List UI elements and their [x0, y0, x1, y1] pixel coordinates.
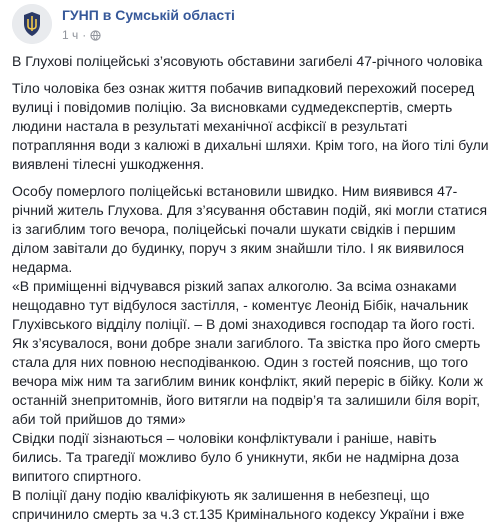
post-headline: В Глухові поліцейські з’ясовують обставини загибелі 47-річного чоловіка — [12, 53, 483, 69]
page-avatar[interactable] — [12, 4, 52, 44]
globe-icon[interactable] — [90, 30, 101, 41]
post-header — [12, 2, 488, 50]
post-text — [12, 52, 490, 524]
page-name-link[interactable]: ГУНП в Сумській області — [62, 7, 235, 23]
post-quote: «В приміщенні відчувався різкий запах алкоголю. За всіма ознаками нещодавно тут відбулося застілля, - коментує Леонід Бібік, начальник Глухівського відділу поліції. – В домі знаходився господар та його гості. Як з’ясувалося, вони добре знали загиблого. Та звістка про його смерть стала для них повною несподіванкою. Один з гостей пояснив, що того вечора між ним та загиблим виник конфлікт, який переріс в бійку. Коли ж останній знепритомнів, його витягли на подвір’я та залишили біля воріт, аби той прийшов до тями» — [12, 278, 483, 427]
meta-separator: · — [82, 28, 87, 42]
post-paragraph: Особу померлого поліцейські встановили швидко. Ним виявився 47-річний житель Глухова. Для з’ясування обставин подій, які могли статися із загиблим того вечора, поліцейські почали шукати свідків і першим ділом завітали до будинку, поруч з яким знайшли тіло. І як виявилося недарма. — [12, 183, 488, 275]
post-paragraph: Свідки події зізнаються – чоловіки конфліктували і раніше, навіть бились. Та трагедії можливо було б уникнути, якби не надмірна доза випитого спиртного. — [12, 430, 459, 484]
post-timestamp[interactable]: 1 ч — [62, 28, 79, 42]
post-paragraph: Тіло чоловіка без ознак життя побачив випадковий перехожий посеред вулиці і повідомив поліцію. За висновками судмедекспертів, смерть людини настала в результаті механічної асфіксії в результаті потрапляння води з калюжі в дихальні шляхи. Крім того, на його тілі були виявлені тілесні ушкодження. — [12, 80, 489, 172]
post-paragraph: В поліції дану подію кваліфікують як залишення в небезпеці, що спричинило смерть за ч.3 ст.135 Кримінального кодексу України і вже — [12, 487, 465, 522]
post-meta — [62, 27, 101, 43]
police-emblem-icon — [12, 4, 52, 44]
